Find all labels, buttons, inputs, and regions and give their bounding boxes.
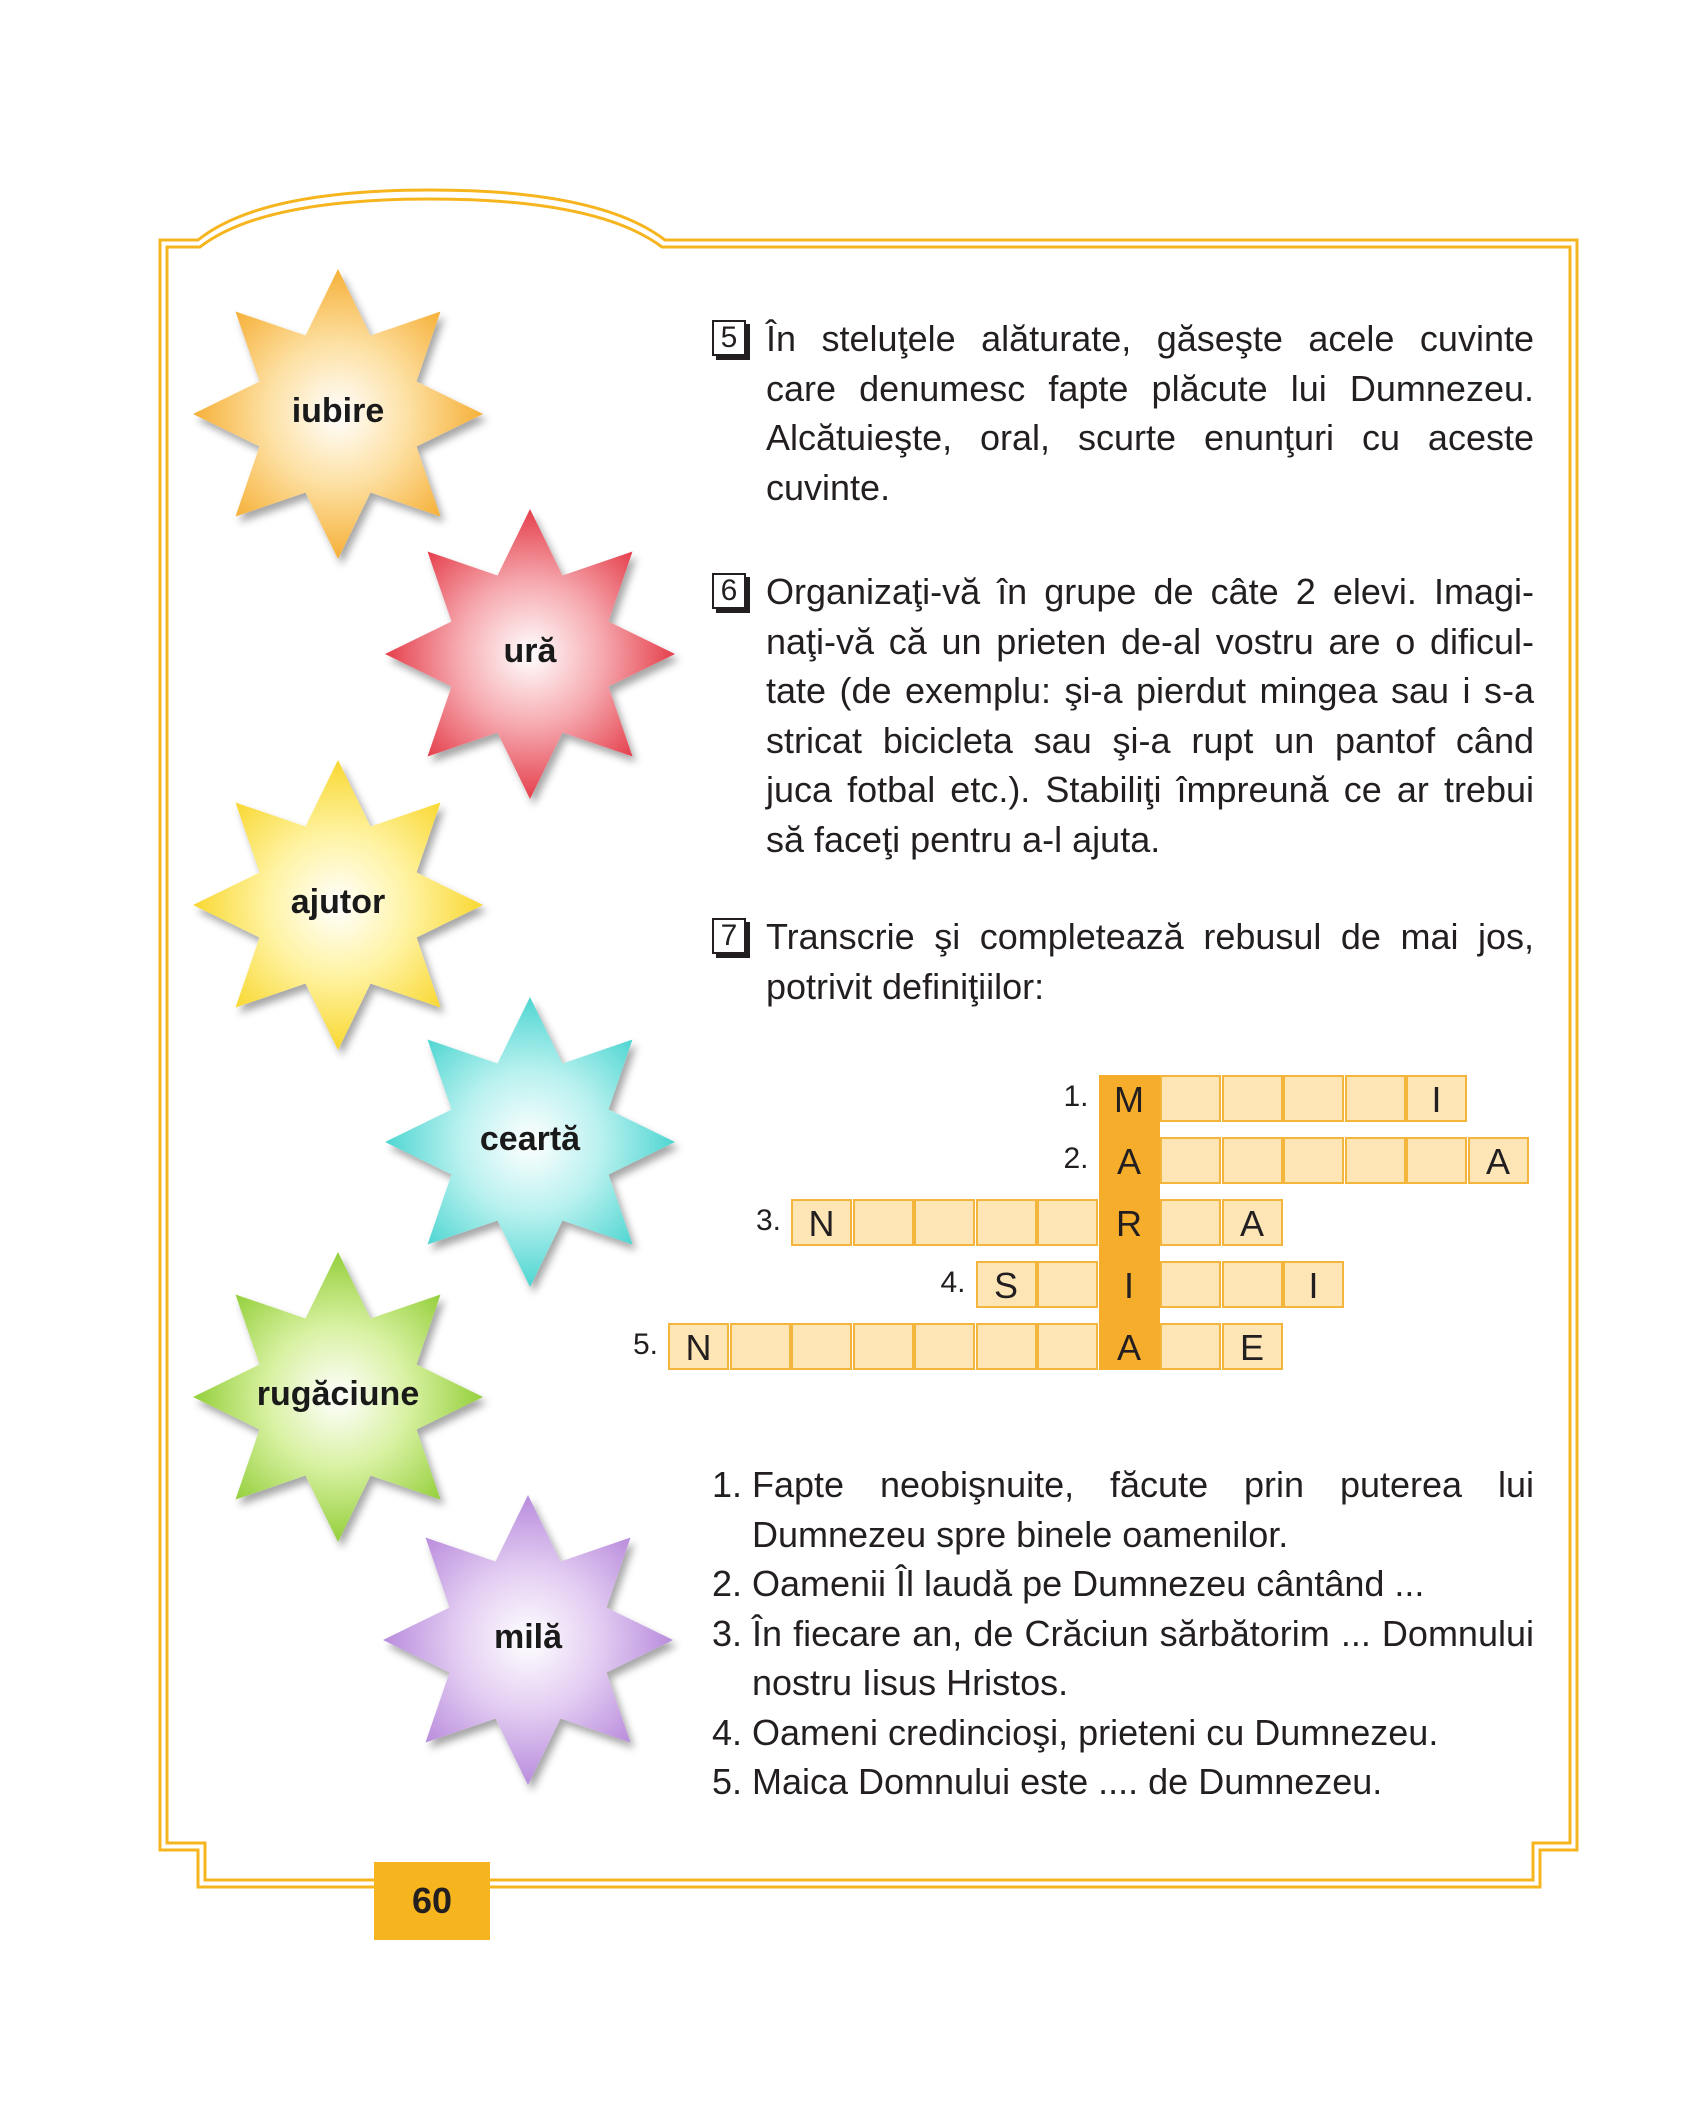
crossword-cell	[853, 1323, 914, 1370]
definition-number: 4.	[712, 1711, 743, 1753]
definition-number: 3.	[712, 1612, 743, 1654]
crossword-cell	[1222, 1137, 1283, 1184]
exercise-6-text	[766, 567, 1534, 864]
definition-line: Fapte neobişnuite, făcute prin puterea lui	[752, 1464, 1534, 1505]
crossword-cell	[1222, 1261, 1283, 1308]
crossword-cell	[976, 1323, 1037, 1370]
definition-line: Maica Domnului este .... de Dumnezeu.	[752, 1761, 1383, 1802]
star-word: rugăciune	[256, 1375, 420, 1413]
crossword-cell: I	[1283, 1261, 1344, 1308]
exercise-7-text	[766, 912, 1534, 1011]
exercise-7	[712, 912, 1534, 1011]
definition-line: Dumnezeu spre binele oamenilor.	[752, 1513, 1289, 1555]
crossword-cell: A	[1099, 1137, 1160, 1184]
crossword-cell	[1037, 1323, 1098, 1370]
crossword-cell: N	[668, 1323, 729, 1370]
exercise-number-6: 6	[712, 573, 746, 609]
exercise-number-7: 7	[712, 918, 746, 954]
crossword-cell	[1160, 1261, 1221, 1308]
definition-number: 2.	[712, 1563, 743, 1604]
crossword-cell	[1037, 1261, 1098, 1308]
crossword-cell	[914, 1199, 975, 1246]
crossword-row-label: 4.	[940, 1266, 966, 1299]
crossword-cell	[1160, 1075, 1221, 1122]
exercise-6-line: naţi-vă că un prieten de-al vostru are o dificul-	[766, 620, 1534, 662]
crossword-cell	[1160, 1137, 1221, 1184]
exercise-5-line: care denumesc fapte plăcute lui Dumnezeu.	[766, 367, 1534, 409]
crossword-cell: I	[1099, 1261, 1160, 1308]
definition-number: 5.	[712, 1761, 743, 1802]
crossword-cell: I	[1406, 1075, 1467, 1122]
exercise-5-text	[766, 314, 1534, 512]
star-word: iubire	[291, 392, 385, 430]
exercise-7-line: potrivit definiţiilor:	[766, 965, 1045, 1007]
definition-item	[712, 1460, 1534, 1559]
crossword-cell	[1283, 1137, 1344, 1184]
exercise-5-line: cuvinte.	[766, 466, 891, 508]
definition-item	[712, 1609, 1534, 1708]
crossword-cell: A	[1099, 1323, 1160, 1370]
crossword-cell: R	[1099, 1199, 1160, 1246]
exercise-6	[712, 567, 1534, 864]
crossword-cell: A	[1222, 1199, 1283, 1246]
page-number: 60	[374, 1862, 490, 1940]
definition-item	[712, 1708, 1534, 1758]
crossword-cell	[1160, 1323, 1221, 1370]
crossword-cell	[914, 1323, 975, 1370]
crossword-cell	[976, 1199, 1037, 1246]
crossword-cell	[1037, 1199, 1098, 1246]
star-word: ceartă	[479, 1120, 581, 1158]
exercise-6-line: să faceţi pentru a-l ajuta.	[766, 818, 1161, 860]
exercise-6-line: tate (de exemplu: şi-a pierdut mingea sau i s-a	[766, 670, 1534, 711]
crossword-cell	[1345, 1137, 1406, 1184]
crossword-cell	[1222, 1075, 1283, 1122]
crossword-cell	[1283, 1075, 1344, 1122]
crossword-cell: S	[976, 1261, 1037, 1308]
star-word: ură	[503, 632, 557, 670]
crossword-cell: A	[1468, 1137, 1529, 1184]
definition-item	[712, 1757, 1534, 1807]
definition-line: nostru Iisus Hristos.	[752, 1662, 1069, 1703]
definition-line: Oamenii Îl laudă pe Dumnezeu cântând ...	[752, 1563, 1425, 1604]
definition-item	[712, 1559, 1534, 1609]
crossword-cell	[1345, 1075, 1406, 1122]
star-word: milă	[493, 1618, 563, 1656]
crossword-cell	[1406, 1137, 1467, 1184]
crossword-row-label: 2.	[1063, 1142, 1089, 1175]
crossword-cell	[1160, 1199, 1221, 1246]
crossword-cell	[791, 1323, 852, 1370]
crossword-cell: N	[791, 1199, 852, 1246]
exercise-number-5: 5	[712, 320, 746, 356]
exercise-6-line: juca fotbal etc.). Stabiliţi împreună ce ar trebui	[766, 769, 1534, 810]
definition-line: În fiecare an, de Crăciun sărbătorim ... Domnului	[752, 1612, 1534, 1654]
crossword-cell	[853, 1199, 914, 1246]
exercise-7-line: Transcrie şi completează rebusul de mai jos,	[766, 916, 1534, 957]
crossword-row-label: 5.	[632, 1328, 658, 1361]
crossword-cell: E	[1222, 1323, 1283, 1370]
exercise-6-line: Organizaţi-vă în grupe de câte 2 elevi. Imagi-	[766, 571, 1534, 612]
crossword-row-label: 1.	[1063, 1080, 1089, 1113]
exercise-6-line: stricat bicicleta sau şi-a rupt un pantof când	[766, 719, 1534, 761]
crossword-row-label: 3.	[755, 1204, 781, 1237]
definition-number: 1.	[712, 1464, 743, 1505]
definitions-list	[712, 1460, 1534, 1807]
star-word: ajutor	[290, 883, 386, 921]
exercise-5-line: În steluţele alăturate, găseşte acele cuvinte	[766, 318, 1534, 359]
exercise-5-line: Alcătuieşte, oral, scurte enunţuri cu aceste	[766, 417, 1534, 458]
definition-line: Oameni credincioşi, prieteni cu Dumnezeu.	[752, 1711, 1439, 1753]
crossword-cell	[730, 1323, 791, 1370]
crossword-cell: M	[1099, 1075, 1160, 1122]
exercise-5	[712, 314, 1534, 512]
